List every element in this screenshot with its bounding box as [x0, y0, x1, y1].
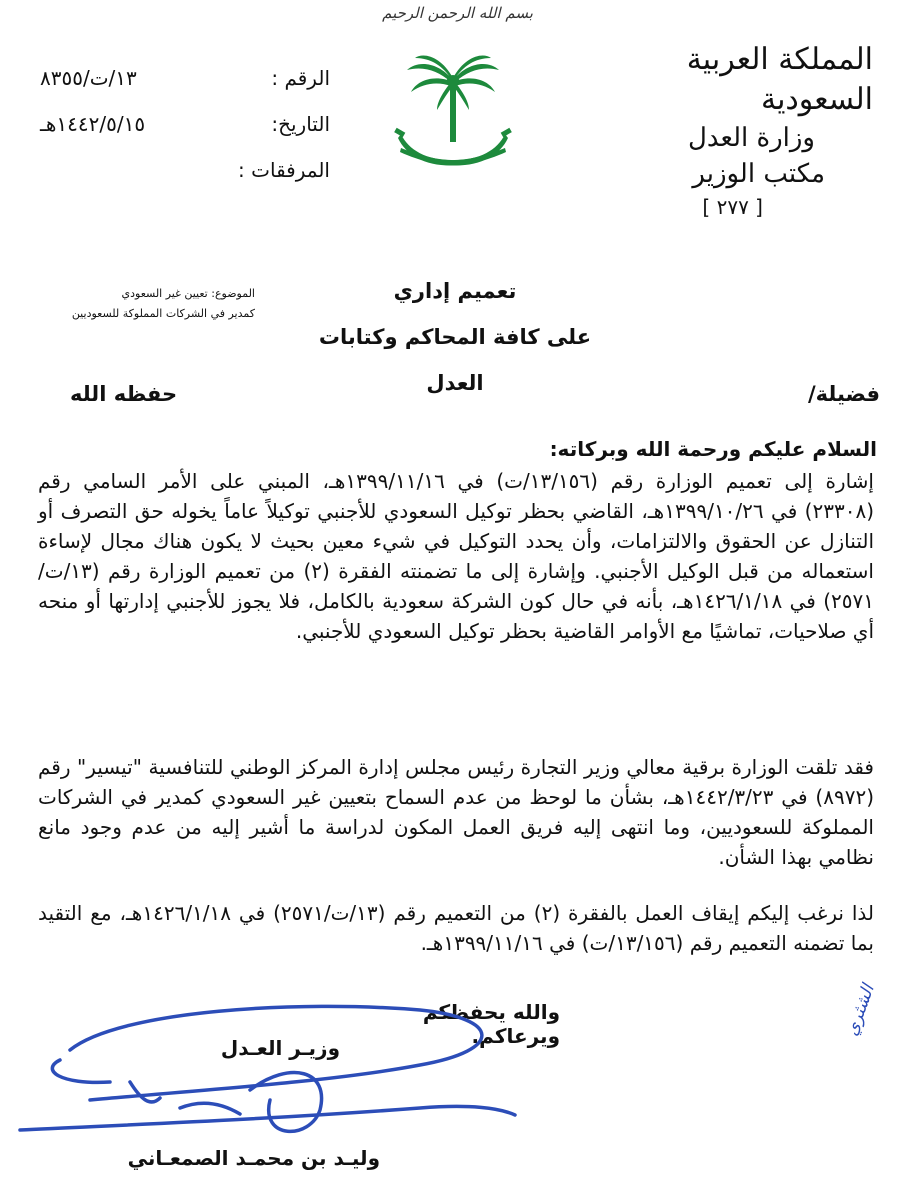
blessing: حفظه الله: [70, 382, 178, 406]
ministry-name: وزارة العدل: [687, 123, 815, 153]
greeting: السلام عليكم ورحمة الله وبركاته:: [549, 437, 877, 461]
title-line-1: تعميم إداري: [393, 279, 517, 303]
reference-value: ١٣/ت/٨٣٥٥: [40, 66, 137, 90]
body-paragraph-3: لذا نرغب إليكم إيقاف العمل بالفقرة (٢) من التعميم رقم (١٣/ت/٢٥٧١) في ١٤٢٦/١/١٨هـ، مع التقيد بما تضمنه التعميم رقم (١٣/١٥٦/ت) في ١٣٩٩/١١/١٦هـ.: [38, 901, 874, 955]
office-code: [ ٢٧٧ ]: [702, 195, 763, 219]
title-line-2: على كافة المحاكم وكتابات العدل: [318, 325, 592, 395]
body-paragraph-1: إشارة إلى تعميم الوزارة رقم (١٣/١٥٦/ت) في ١٣٩٩/١١/١٦هـ، المبني على الأمر السامي رقم (٢٣٣٠٨) في ١٣٩٩/١٠/٢٦هـ، القاضي بحظر توكيل السعودي للأجنبي توكيلاً عاماً يخوله حق التصرف أو التنازل عن الحقوق والالتزامات، وأن يحدد التوكيل في شيء معين بحيث لا يكون هناك مجال لإساءة استعماله من قبل الوكيل الأجنبي. وإشارة إلى ما تضمنته الفقرة (٢) من تعميم الوزارة رقم (١٣/ت/٢٥٧١) في ١٤٢٦/١/١٨هـ، بأنه في حال كون الشركة سعودية بالكامل، فلا يجوز للأجنبي إدارتها أو منحه أي صلاحيات، تماشيًا مع الأوامر القاضية بحظر توكيل السعودي للأجنبي.: [38, 469, 874, 643]
subject-line-2: كمدير في الشركات المملوكة للسعوديين: [71, 307, 255, 320]
minister-title: وزيـر العـدل: [220, 1036, 340, 1060]
attachments-label: المرفقات :: [238, 158, 330, 182]
salutation-row: [40, 382, 880, 412]
subject-line-1: الموضوع: تعيين غير السعودي: [121, 287, 255, 300]
date-row: [40, 101, 330, 147]
closing-line: والله يحفظكم ويرعاكم.: [422, 1000, 560, 1048]
saudi-emblem-icon: [393, 52, 513, 182]
basmala: بسم الله الرحمن الرحيم: [382, 4, 533, 22]
body-paragraph-2: فقد تلقت الوزارة برقية معالي وزير التجارة رئيس مجلس إدارة المركز الوطني للتنافسية "تيسير" رقم (٨٩٧٢) في ١٤٤٢/٣/٢٣هـ، بشأن ما لوحظ من عدم السماح بتعيين غير السعودي كمدير في الشركات المملوكة للسعوديين، وما انتهى إليه فريق العمل المكون لدراسة ما أشير إليه من عدم وجود مانع نظامي بهذا الشأن.: [38, 755, 875, 869]
reference-row: [40, 55, 330, 101]
date-label: التاريخ:: [271, 112, 330, 136]
attachments-row: [40, 147, 330, 193]
date-value: ١٤٤٢/٥/١٥هـ: [40, 112, 146, 136]
office-name: مكتب الوزير: [692, 159, 825, 189]
reference-label: الرقم :: [271, 66, 330, 90]
kingdom-name: المملكة العربية السعودية: [686, 42, 873, 117]
initials-text: الشثري: [841, 982, 879, 1039]
reference-block: [40, 55, 330, 193]
subject-block: [45, 284, 255, 324]
ministry-header: [573, 40, 873, 222]
handwritten-initials: [820, 975, 890, 1045]
minister-name: وليـد بن محمـد الصمعـاني: [127, 1146, 380, 1170]
addressee: فضيلة/: [808, 382, 880, 406]
